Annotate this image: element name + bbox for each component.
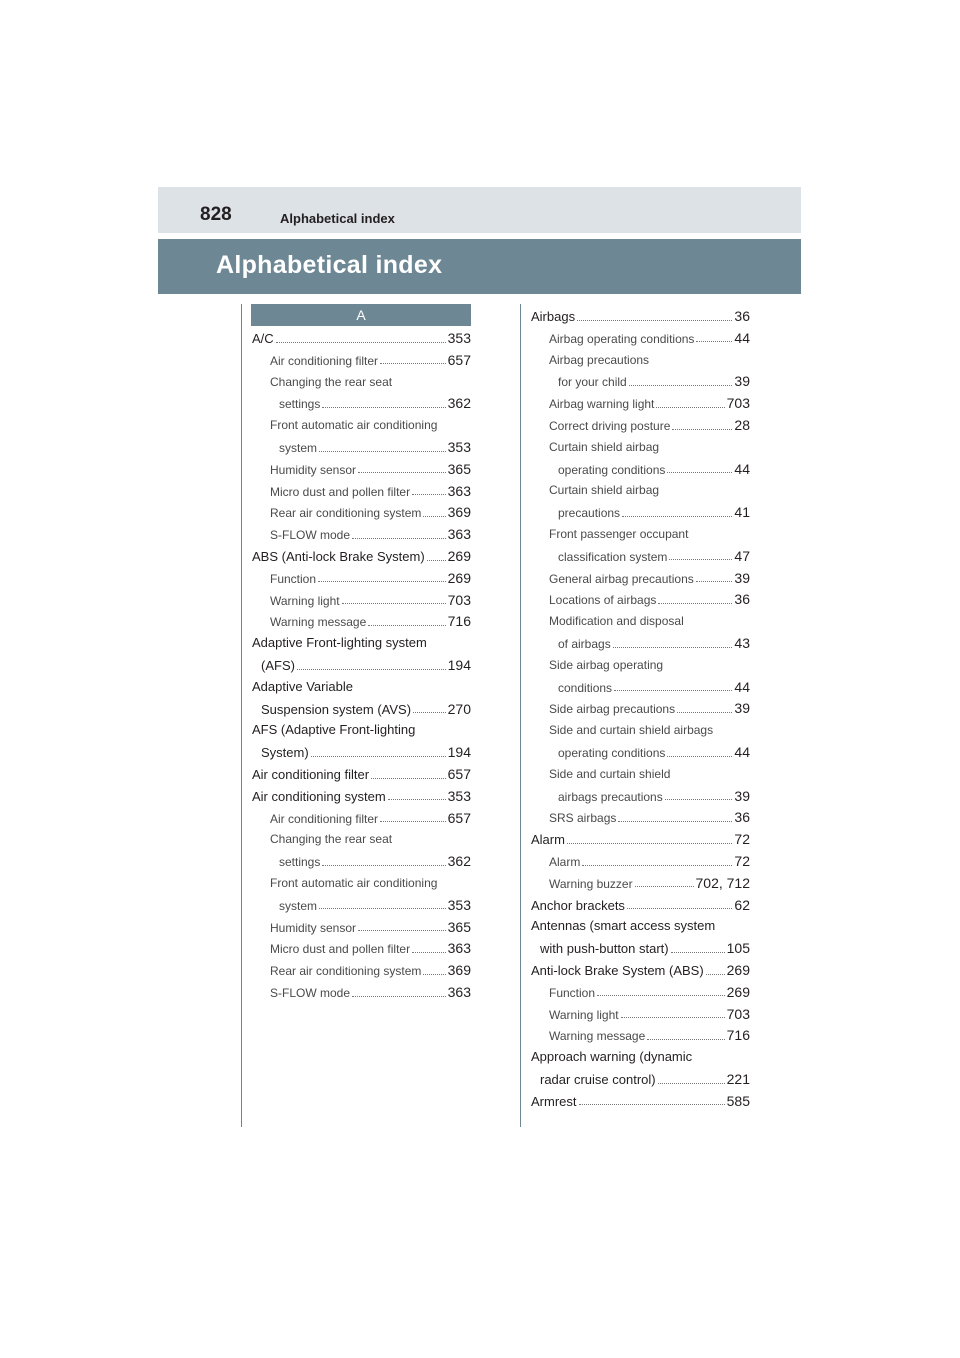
index-entry-label: A/C: [252, 331, 274, 346]
index-entry-label: Locations of airbags: [549, 593, 657, 608]
index-entry-label: Approach warning (dynamic: [531, 1049, 693, 1065]
dot-leader: [667, 472, 732, 473]
index-entry: [549, 654, 750, 676]
index-entry-page: 269: [447, 548, 471, 564]
dot-leader: [358, 930, 446, 931]
index-entry: [261, 654, 471, 676]
index-entry-page: 269: [726, 962, 750, 978]
index-entry-page: 657: [447, 766, 471, 782]
index-entry-label: Airbags: [531, 309, 576, 324]
index-entry-page: 703: [447, 591, 471, 608]
index-entry: [549, 523, 750, 545]
index-entry: [531, 959, 750, 981]
dot-leader: [388, 799, 446, 800]
index-entry: [549, 872, 750, 894]
page-title: Alphabetical index: [216, 251, 443, 279]
index-entry-page: 269: [726, 983, 750, 1000]
dot-leader: [322, 407, 445, 408]
dot-leader: [658, 603, 732, 604]
index-entry: [270, 523, 471, 545]
index-entry: [270, 959, 471, 981]
index-entry: [540, 937, 750, 959]
index-entry-page: 362: [447, 853, 471, 870]
index-entry-page: 105: [726, 940, 750, 957]
dot-leader: [352, 996, 446, 997]
index-entry: [558, 676, 750, 698]
index-entry: [549, 719, 750, 741]
index-entry-page: 39: [734, 569, 750, 586]
index-entry: [531, 305, 750, 327]
index-entry: [549, 850, 750, 872]
index-entry-label: Side airbag operating: [549, 657, 664, 672]
index-entry: [558, 785, 750, 807]
index-entry: [252, 676, 471, 698]
index-entry: [549, 1024, 750, 1046]
index-entry-label: precautions: [558, 506, 621, 521]
index-entry-page: 657: [447, 351, 471, 368]
index-entry-label: airbags precautions: [558, 789, 663, 804]
dot-leader: [597, 995, 725, 996]
index-entry-label: Adaptive Variable: [252, 678, 353, 694]
index-entry-label: Changing the rear seat: [270, 374, 393, 389]
dot-leader: [696, 581, 733, 582]
index-entry: [549, 1003, 750, 1025]
dot-leader: [380, 821, 446, 822]
index-entry-page: 365: [447, 460, 471, 477]
index-entry: [252, 545, 471, 567]
running-header: [158, 187, 801, 233]
dot-leader: [706, 974, 725, 975]
index-entry-label: Changing the rear seat: [270, 832, 393, 847]
index-entry-page: 72: [734, 853, 750, 869]
index-entry-page: 716: [447, 613, 471, 630]
index-entry-page: 36: [734, 308, 750, 324]
index-entry-label: Warning buzzer: [549, 876, 633, 891]
index-entry-page: 363: [447, 482, 471, 499]
index-entry: [261, 741, 471, 763]
index-entry-label: General airbag precautions: [549, 571, 694, 586]
index-entry-label: Rear air conditioning system: [270, 506, 422, 521]
index-entry: [558, 545, 750, 567]
dot-leader: [311, 756, 446, 757]
index-entry: [252, 763, 471, 785]
index-entry-label: Modification and disposal: [549, 614, 684, 629]
index-entry-page: 43: [734, 635, 750, 651]
index-entry-page: 353: [447, 896, 471, 913]
dot-leader: [671, 952, 725, 953]
index-entry-label: Side and curtain shield airbags: [549, 723, 714, 738]
index-entry-label: Warning light: [549, 1007, 619, 1022]
dot-leader: [342, 603, 446, 604]
index-entry: [558, 370, 750, 392]
dot-leader: [677, 712, 732, 713]
index-entry-label: radar cruise control): [540, 1072, 656, 1087]
index-entry: [270, 567, 471, 589]
index-entry-page: 44: [734, 329, 750, 346]
index-entry-page: 44: [734, 460, 750, 477]
dot-leader: [621, 1017, 725, 1018]
index-entry-label: System): [261, 745, 309, 761]
index-entry: [549, 763, 750, 785]
page-number: 828: [200, 204, 232, 225]
index-entry-label: Curtain shield airbag: [549, 439, 660, 454]
index-entry-label: Side and curtain shield: [549, 766, 671, 781]
index-entry-page: 270: [447, 700, 471, 717]
index-entry: [270, 349, 471, 371]
index-entry-label: operating conditions: [558, 746, 666, 760]
index-entry: [252, 719, 471, 741]
letter-heading-a: A: [251, 304, 471, 326]
index-entry-label: Side airbag precautions: [549, 702, 676, 717]
index-entry: [270, 807, 471, 829]
dot-leader: [635, 886, 694, 887]
dot-leader: [297, 669, 446, 670]
index-entry-label: Alarm: [531, 832, 565, 848]
index-entry: [549, 436, 750, 458]
index-entry-page: 353: [447, 439, 471, 455]
index-entry: [279, 850, 471, 872]
index-entry-page: 703: [726, 1005, 750, 1022]
index-entry-label: Front automatic air conditioning: [270, 876, 438, 890]
dot-leader: [318, 581, 446, 582]
index-entry-page: 39: [734, 373, 750, 390]
index-entry-label: SRS airbags: [549, 811, 617, 826]
index-entry-page: 194: [447, 744, 471, 761]
index-entry-label: Anti-lock Brake System (ABS): [531, 963, 704, 978]
index-entry-page: 44: [734, 678, 750, 695]
index-entry: [252, 632, 471, 654]
index-entry-label: Anchor brackets: [531, 897, 625, 913]
index-entry-label: Warning message: [270, 615, 367, 630]
index-entry-page: 39: [734, 700, 750, 717]
index-entry-label: Airbag operating conditions: [549, 331, 695, 346]
dot-leader: [276, 342, 446, 343]
index-entry: [549, 414, 750, 436]
dot-leader: [629, 385, 733, 386]
dot-leader: [423, 516, 445, 517]
index-entry: [531, 1046, 750, 1068]
index-entry-page: 39: [734, 787, 750, 804]
index-entry-label: S-FLOW mode: [270, 986, 351, 1000]
index-entry-label: conditions: [558, 680, 613, 695]
index-entry-page: 369: [447, 962, 471, 979]
dot-leader: [665, 799, 733, 800]
index-entry-page: 703: [726, 395, 750, 412]
index-entry-label: Air conditioning filter: [270, 353, 379, 368]
index-entry: [549, 610, 750, 632]
dot-leader: [647, 1039, 724, 1040]
index-entry-label: Air conditioning filter: [252, 767, 370, 782]
dot-leader: [412, 494, 446, 495]
dot-leader: [322, 865, 445, 866]
index-entry-label: Humidity sensor: [270, 920, 357, 935]
index-entry: [279, 392, 471, 414]
index-entry: [270, 371, 471, 393]
index-entry-label: with push-button start): [540, 941, 669, 957]
index-entry: [270, 828, 471, 850]
index-entry-label: (AFS): [261, 658, 295, 673]
index-entry-page: 44: [734, 744, 750, 760]
index-entry-label: Correct driving posture: [549, 419, 671, 433]
index-entry: [549, 567, 750, 589]
middle-column-rule: [520, 304, 521, 1127]
index-entry-label: Front passenger occupant: [549, 527, 689, 541]
index-entry-label: Micro dust and pollen filter: [270, 942, 411, 957]
index-entry: [270, 458, 471, 480]
index-entry-label: classification system: [558, 549, 668, 564]
dot-leader: [669, 559, 732, 560]
dot-leader: [319, 908, 446, 909]
index-entry: [549, 981, 750, 1003]
index-entry-page: 363: [447, 984, 471, 1000]
index-entry: [531, 1090, 750, 1112]
dot-leader: [613, 647, 733, 648]
index-entry-label: Airbag warning light: [549, 397, 655, 412]
dot-leader: [380, 363, 446, 364]
index-entry-label: Alarm: [549, 855, 581, 869]
index-entry-label: of airbags: [558, 637, 611, 651]
index-entry-label: Air conditioning filter: [270, 811, 379, 826]
index-entry-page: 221: [726, 1071, 750, 1087]
index-entry: [558, 501, 750, 523]
index-entry: [531, 828, 750, 850]
index-entry: [279, 894, 471, 916]
index-entry: [549, 392, 750, 414]
index-entry: [270, 610, 471, 632]
index-entry-page: 72: [734, 831, 750, 848]
index-entry-page: 702, 712: [695, 874, 750, 891]
index-entry: [549, 806, 750, 828]
index-entry-label: Air conditioning system: [252, 788, 386, 804]
index-entry-page: 363: [447, 526, 471, 543]
index-entry-page: 657: [447, 809, 471, 826]
index-entry: [558, 632, 750, 654]
index-entry-page: 585: [726, 1092, 750, 1109]
index-entry-page: 36: [734, 809, 750, 826]
index-entry-label: S-FLOW mode: [270, 528, 351, 543]
running-header-title: Alphabetical index: [280, 211, 395, 226]
index-entry-page: 365: [447, 918, 471, 935]
left-column-rule: [241, 304, 242, 1127]
index-entry-label: Warning light: [270, 593, 340, 608]
index-entry-label: Micro dust and pollen filter: [270, 484, 411, 499]
index-entry-page: 41: [734, 504, 750, 521]
index-entry-label: Suspension system (AVS): [261, 701, 412, 717]
dot-leader: [656, 407, 724, 408]
index-entry-label: for your child: [558, 375, 627, 390]
index-entry: [270, 414, 471, 436]
dot-leader: [358, 472, 446, 473]
index-entry: [252, 785, 471, 807]
index-entry-label: system: [279, 441, 318, 455]
dot-leader: [582, 865, 732, 866]
index-entry-label: system: [279, 898, 318, 913]
dot-leader: [672, 429, 732, 430]
dot-leader: [371, 778, 446, 779]
index-entry: [549, 697, 750, 719]
dot-leader: [352, 538, 446, 539]
dot-leader: [577, 320, 732, 321]
dot-leader: [618, 821, 732, 822]
dot-leader: [667, 756, 732, 757]
index-entry-page: 47: [734, 547, 750, 564]
index-entry-label: Rear air conditioning system: [270, 964, 422, 979]
index-entry: [279, 436, 471, 458]
index-entry-label: settings: [279, 855, 321, 870]
index-entry-label: Armrest: [531, 1093, 577, 1109]
index-entry: [270, 589, 471, 611]
dot-leader: [696, 341, 732, 342]
index-entry-page: 194: [447, 657, 471, 673]
dot-leader: [319, 451, 446, 452]
index-entry: [270, 916, 471, 938]
index-entry: [270, 937, 471, 959]
dot-leader: [658, 1083, 725, 1084]
index-entry: [270, 872, 471, 894]
index-entry-page: 369: [447, 504, 471, 521]
dot-leader: [427, 560, 446, 561]
index-entry-label: settings: [279, 397, 321, 412]
index-entry: [540, 1068, 750, 1090]
dot-leader: [412, 952, 446, 953]
dot-leader: [614, 690, 732, 691]
index-entry-page: 28: [734, 417, 750, 433]
index-entry: [558, 741, 750, 763]
index-entry-label: Adaptive Front-lighting system: [252, 635, 427, 651]
index-entry: [270, 480, 471, 502]
index-entry-label: ABS (Anti-lock Brake System): [252, 549, 425, 564]
index-entry: [549, 349, 750, 371]
dot-leader: [567, 843, 732, 844]
index-entry-page: 353: [447, 787, 471, 804]
index-entry-label: Curtain shield airbag: [549, 483, 660, 498]
dot-leader: [627, 908, 732, 909]
dot-leader: [423, 974, 445, 975]
index-entry-label: Humidity sensor: [270, 462, 357, 477]
dot-leader: [622, 516, 732, 517]
index-entry: [270, 501, 471, 523]
index-entry-page: 62: [734, 896, 750, 913]
index-entry: [261, 698, 471, 720]
index-entry: [252, 327, 471, 349]
index-entry: [531, 915, 750, 937]
index-entry-label: AFS (Adaptive Front-lighting: [252, 722, 416, 738]
index-entry: [531, 894, 750, 916]
index-entry-label: Front automatic air conditioning: [270, 418, 438, 433]
index-entry-label: Airbag precautions: [549, 352, 650, 367]
index-entry-page: 269: [447, 569, 471, 586]
index-entry-label: Antennas (smart access system: [531, 918, 716, 934]
dot-leader: [368, 625, 445, 626]
index-entry-label: Function: [549, 985, 596, 1000]
index-entry-label: Function: [270, 571, 317, 586]
index-entry: [270, 981, 471, 1003]
index-entry: [558, 458, 750, 480]
index-entry-page: 716: [726, 1027, 750, 1044]
index-entry: [549, 479, 750, 501]
dot-leader: [579, 1104, 725, 1105]
index-entry-page: 36: [734, 591, 750, 608]
index-entry: [549, 588, 750, 610]
dot-leader: [413, 712, 446, 713]
index-entry: [549, 327, 750, 349]
index-entry-page: 363: [447, 940, 471, 957]
index-entry-label: Warning message: [549, 1029, 646, 1044]
index-entry-label: operating conditions: [558, 462, 666, 477]
index-entry-page: 362: [447, 395, 471, 412]
index-entry-page: 353: [447, 330, 471, 346]
